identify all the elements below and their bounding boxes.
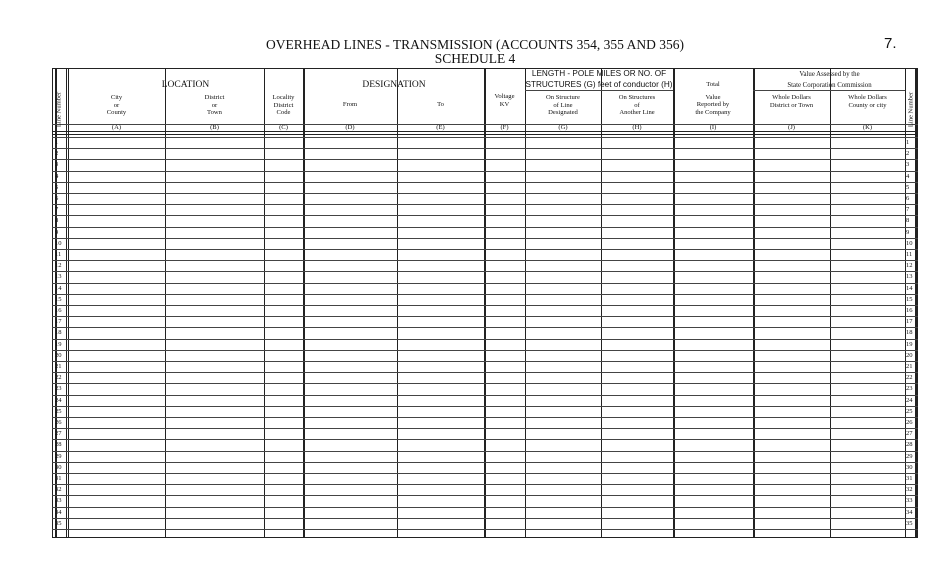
column-rule	[601, 68, 602, 538]
column-header-a	[68, 94, 165, 117]
column-header-text: of Line	[553, 101, 573, 109]
row-rule	[52, 159, 918, 160]
line-number-right: 29	[906, 452, 913, 460]
column-header-text: From	[342, 101, 358, 108]
column-rule	[753, 68, 755, 538]
column-rule	[830, 68, 831, 538]
row-rule	[52, 439, 918, 440]
line-number-right: 6	[906, 195, 910, 202]
column-header-text: District	[204, 94, 225, 101]
column-header-text: Voltage	[494, 93, 515, 100]
line-number-left: 25	[55, 407, 62, 415]
line-number-right: 16	[906, 307, 913, 314]
row-rule	[52, 484, 918, 485]
line-number-left: 15	[55, 295, 62, 303]
row-rule	[52, 406, 918, 407]
row-rule	[52, 182, 918, 183]
column-header-text: KV	[499, 100, 510, 108]
line-number-left: 35	[55, 519, 62, 527]
column-rule	[673, 68, 675, 538]
line-number-left: 9	[55, 228, 59, 236]
row-rule	[52, 294, 918, 295]
row-rule	[52, 193, 918, 194]
column-rule	[264, 68, 265, 538]
row-rule	[52, 271, 918, 272]
column-header-text: County or city	[848, 101, 887, 109]
line-number-right: 31	[906, 475, 913, 482]
line-number-left: 19	[55, 340, 62, 348]
line-number-right: 17	[906, 318, 913, 326]
column-header-text: the Company	[695, 108, 731, 116]
line-number-right: 28	[906, 441, 913, 449]
line-number-right: 4	[906, 172, 910, 180]
line-number-left: 27	[55, 430, 62, 438]
line-number-label-left: Line Number	[55, 91, 63, 128]
column-code: (B)	[210, 124, 219, 131]
line-number-left: 17	[55, 318, 62, 326]
line-number-left: 10	[55, 239, 62, 247]
line-number-right: 10	[906, 239, 913, 247]
column-header-i	[673, 81, 753, 116]
schedule-label: SCHEDULE 4	[434, 51, 516, 66]
line-number-left: 8	[55, 217, 59, 225]
column-code: (G)	[558, 124, 568, 131]
line-number-left: 33	[55, 497, 62, 505]
column-header-g	[525, 94, 601, 117]
column-header-text: Locality	[272, 94, 295, 101]
line-number-left: 4	[55, 172, 59, 180]
header-bottom-rule	[52, 131, 918, 132]
row-rule	[52, 417, 918, 418]
column-header-h	[601, 94, 673, 117]
line-number-right: 21	[906, 363, 913, 370]
column-header-f	[484, 93, 525, 108]
column-header-text: Designated	[548, 109, 578, 116]
row-rule	[52, 383, 918, 384]
row-rule	[52, 305, 918, 306]
row-rule	[52, 283, 918, 284]
line-number-left: 30	[55, 463, 62, 471]
line-number-right: 15	[906, 295, 913, 303]
row-rule	[52, 204, 918, 205]
line-number-left: 31	[55, 475, 62, 482]
column-header-k	[830, 94, 905, 109]
row-rule	[52, 316, 918, 317]
line-number-right: 1	[906, 139, 910, 146]
line-number-right: 12	[906, 262, 913, 270]
column-rule	[68, 68, 69, 538]
line-number-left: 2	[55, 150, 59, 158]
line-number-left: 16	[55, 307, 62, 314]
line-number-left: 23	[55, 385, 62, 393]
column-code: (C)	[279, 124, 288, 131]
row-rule	[52, 327, 918, 328]
row-rule	[52, 260, 918, 261]
row-rule	[52, 428, 918, 429]
row-rule	[52, 171, 918, 172]
row-rule	[52, 507, 918, 508]
line-number-left: 7	[55, 206, 59, 214]
row-rule	[52, 137, 918, 138]
column-header-j	[753, 94, 830, 109]
line-number-left: 24	[55, 396, 62, 404]
line-number-right: 24	[906, 396, 913, 404]
line-number-right: 8	[906, 217, 910, 225]
column-header-text: or	[211, 101, 218, 109]
column-header-text: Code	[276, 109, 291, 116]
line-number-right: 19	[906, 340, 913, 348]
column-rule	[397, 68, 398, 538]
line-number-right: 32	[906, 486, 913, 494]
row-rule	[52, 148, 918, 149]
row-rule	[52, 395, 918, 396]
column-rule	[484, 68, 486, 538]
line-number-left: 13	[55, 273, 62, 281]
column-header-text: Reported by	[696, 101, 730, 108]
row-rule	[52, 339, 918, 340]
line-number-label-right: Line Number	[907, 91, 915, 128]
column-header-text: On Structures	[618, 94, 656, 101]
column-rule	[66, 68, 67, 538]
column-rule	[303, 68, 305, 538]
designation-header: DESIGNATION	[362, 80, 426, 90]
row-rule	[52, 227, 918, 228]
line-number-left: 18	[55, 329, 62, 337]
column-code: (K)	[862, 124, 873, 131]
line-number-left: 3	[55, 161, 59, 169]
line-number-right: 13	[906, 273, 913, 281]
assessed-header-line1: Value Assessed by the	[799, 71, 860, 78]
line-number-right: 35	[906, 519, 913, 527]
header-bottom-rule-double	[52, 134, 918, 135]
line-number-right: 2	[906, 150, 910, 158]
row-rule	[52, 451, 918, 452]
page-number: 7.	[884, 35, 897, 52]
line-number-left: 21	[55, 363, 62, 370]
column-header-text: Whole Dollars	[848, 94, 887, 101]
column-code: (I)	[709, 124, 717, 131]
line-number-right: 22	[906, 374, 913, 382]
column-header-text: District	[273, 101, 294, 109]
column-header-text: Whole Dollars	[772, 94, 811, 101]
row-rule	[52, 215, 918, 216]
column-header-text: To	[437, 101, 444, 108]
line-number-right: 27	[906, 430, 913, 438]
column-rule	[165, 68, 166, 538]
line-number-right: 20	[906, 351, 913, 359]
line-number-right: 5	[906, 183, 910, 191]
line-number-left: 14	[55, 284, 62, 292]
line-number-left: 20	[55, 351, 62, 359]
line-number-right: 7	[906, 206, 910, 214]
length-group-rule	[525, 90, 673, 91]
row-rule	[52, 529, 918, 530]
column-header-text: Total	[706, 81, 720, 88]
line-number-right: 9	[906, 228, 910, 236]
column-header-e	[397, 101, 484, 109]
column-header-text: Value	[705, 93, 721, 101]
form-title: OVERHEAD LINES - TRANSMISSION (ACCOUNTS 354, 355 AND 356)	[266, 37, 684, 52]
line-number-left: 11	[55, 251, 62, 258]
column-header-text: On Structure	[546, 94, 580, 101]
line-number-right: 18	[906, 329, 913, 337]
assessed-header-line2: State Corporation Commission	[787, 82, 872, 89]
row-rule	[52, 372, 918, 373]
line-number-right: 33	[906, 497, 913, 505]
row-rule	[52, 495, 918, 496]
column-code: (E)	[436, 124, 445, 131]
line-number-right: 14	[906, 284, 913, 292]
assessed-group-rule	[753, 90, 905, 91]
row-rule	[52, 518, 918, 519]
column-header-text: of	[634, 101, 640, 109]
line-number-right: 11	[906, 251, 913, 258]
length-header-line1: LENGTH - POLE MILES OR NO. OF	[531, 69, 667, 78]
line-number-left: 5	[55, 183, 59, 191]
column-code: (J)	[788, 124, 795, 131]
column-header-text: or	[113, 101, 120, 109]
line-number-left: 12	[55, 262, 62, 270]
column-header-c	[264, 94, 303, 117]
column-header-text: Another Line	[619, 109, 655, 116]
column-header-text: District or Town	[769, 101, 814, 109]
row-rule	[52, 350, 918, 351]
line-number-left: 28	[55, 441, 62, 449]
line-number-right: 3	[906, 161, 910, 169]
line-number-right: 25	[906, 407, 913, 415]
line-number-left: 1	[55, 139, 59, 146]
line-number-right: 23	[906, 385, 913, 393]
column-code: (H)	[632, 124, 642, 131]
row-rule	[52, 361, 918, 362]
line-number-right: 30	[906, 463, 913, 471]
line-number-right: 26	[906, 419, 913, 426]
row-rule	[52, 238, 918, 239]
column-header-d	[303, 101, 397, 109]
location-header: LOCATION	[161, 80, 210, 90]
row-rule	[52, 473, 918, 474]
line-number-right: 34	[906, 508, 913, 516]
column-code: (F)	[500, 124, 509, 131]
line-number-left: 6	[55, 195, 59, 202]
column-header-b	[165, 94, 264, 117]
column-header-text: County	[106, 109, 127, 116]
column-code: (A)	[111, 124, 122, 131]
column-header-text: Town	[207, 109, 222, 116]
line-number-left: 26	[55, 419, 62, 426]
line-number-left: 34	[55, 508, 62, 516]
row-rule	[52, 462, 918, 463]
line-number-left: 32	[55, 486, 62, 494]
line-number-left: 22	[55, 374, 62, 382]
column-header-text: City	[110, 94, 123, 101]
row-rule	[52, 249, 918, 250]
column-rule	[525, 68, 526, 538]
length-header-line2: STRUCTURES (G) feet of conductor (H)	[525, 80, 673, 89]
line-number-left: 29	[55, 452, 62, 460]
column-code: (D)	[345, 124, 355, 131]
